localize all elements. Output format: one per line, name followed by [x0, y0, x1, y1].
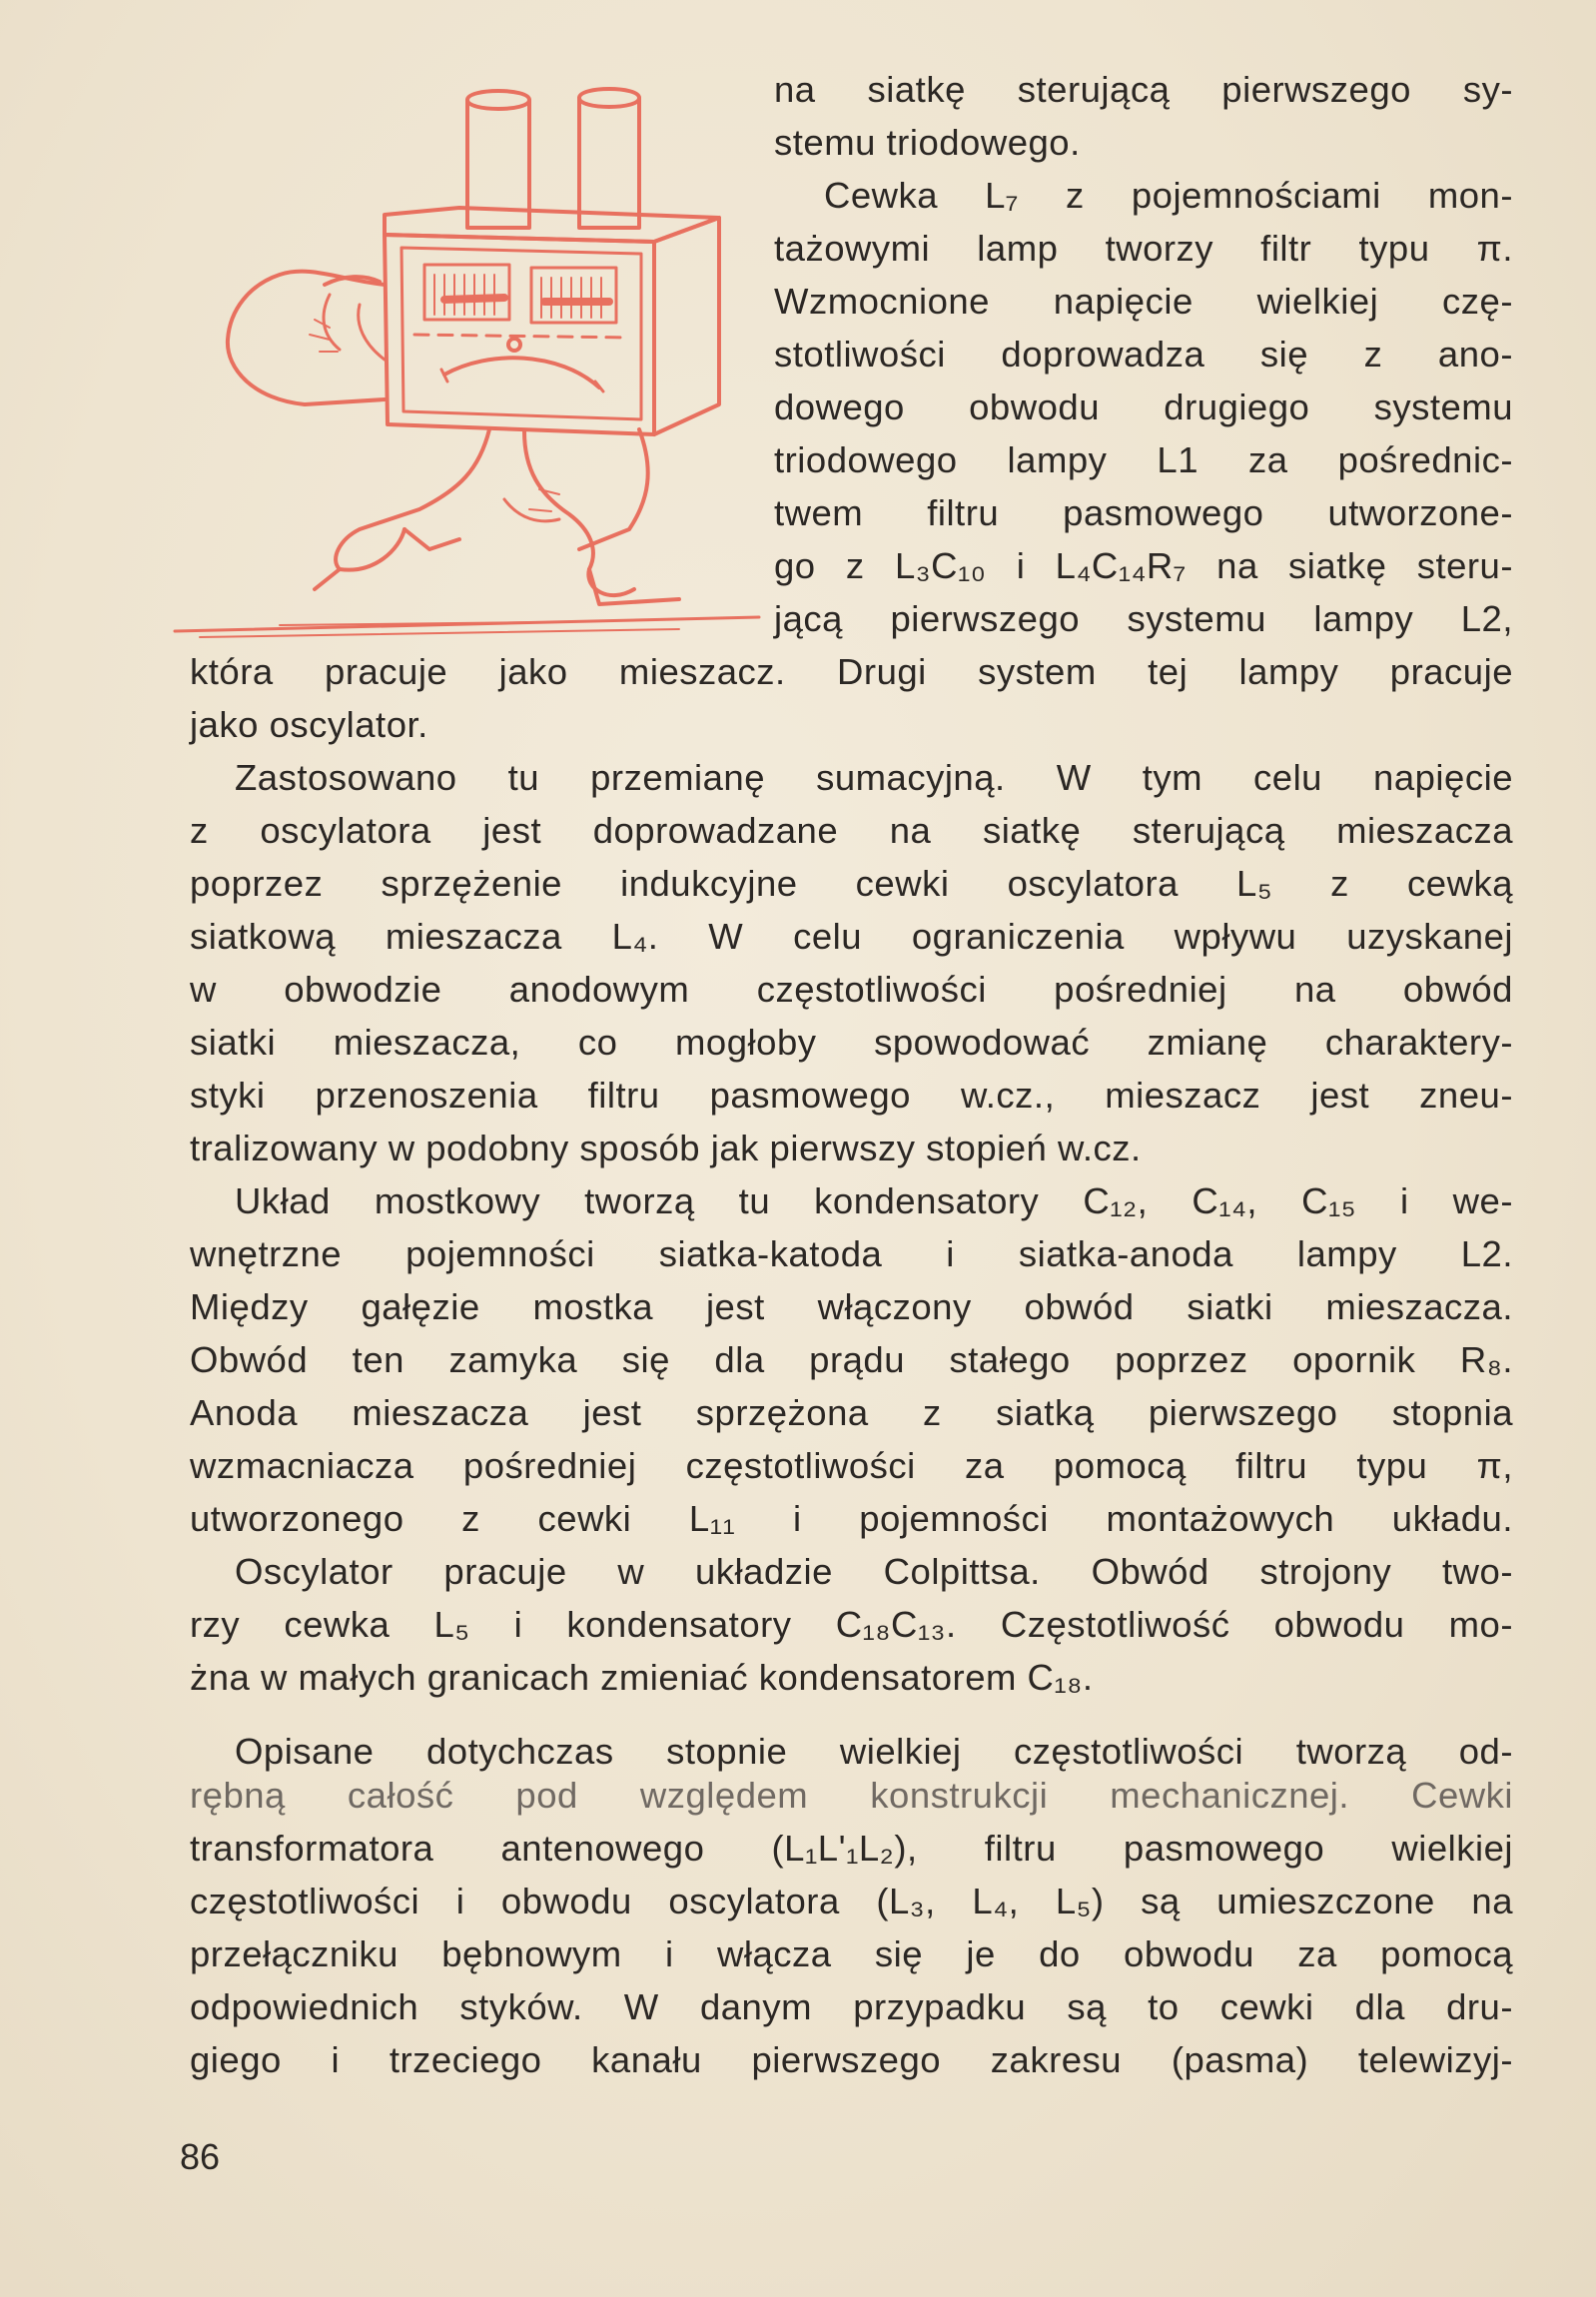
text-line-11: jącą pierwszego systemu lampy L2, — [774, 598, 1513, 639]
text-line-23: wnętrzne pojemności siatka-katoda i siatka-anoda lampy L2. — [190, 1233, 1513, 1274]
text-line-27: wzmacniacza pośredniej częstotliwości za pomocą filtru typu π, — [190, 1445, 1513, 1486]
text-line-15: z oscylatora jest doprowadzane na siatkę sterującą mieszacza — [190, 810, 1513, 851]
text-line-34: transformatora antenowego (L₁L'₁L₂), filtru pasmowego wielkiej — [190, 1828, 1513, 1869]
text-line-37: odpowiednich styków. W danym przypadku są to cewki dla dru- — [190, 1986, 1513, 2027]
text-line-9: twem filtru pasmowego utworzone- — [774, 492, 1513, 533]
text-line-32: Opisane dotychczas stopnie wielkiej częstotliwości tworzą od- — [235, 1731, 1513, 1772]
text-line-26: Anoda mieszacza jest sprzężona z siatką pierwszego stopnia — [190, 1392, 1513, 1433]
text-line-38: giego i trzeciego kanału pierwszego zakresu (pasma) telewizyj- — [190, 2039, 1513, 2080]
text-line-31: żna w małych granicach zmieniać kondensatorem C₁₈. — [190, 1657, 1094, 1698]
text-line-2: stemu triodowego. — [774, 122, 1081, 163]
text-line-30: rzy cewka L₅ i kondensatory C₁₈C₁₃. Częstotliwość obwodu mo- — [190, 1604, 1513, 1645]
text-line-25: Obwód ten zamyka się dla prądu stałego poprzez opornik R₈. — [190, 1339, 1513, 1380]
text-line-13: jako oscylator. — [190, 704, 428, 745]
text-line-7: dowego obwodu drugiego systemu — [774, 386, 1513, 427]
text-line-18: w obwodzie anodowym częstotliwości pośredniej na obwód — [190, 969, 1513, 1010]
text-line-12: która pracuje jako mieszacz. Drugi system tej lampy pracuje — [190, 651, 1513, 692]
text-line-22: Układ mostkowy tworzą tu kondensatory C₁₂, C₁₄, C₁₅ i we- — [235, 1180, 1513, 1221]
text-line-3: Cewka L₇ z pojemnościami mon- — [824, 175, 1513, 216]
text-line-1: na siatkę sterującą pierwszego sy- — [774, 69, 1513, 110]
text-line-10: go z L₃C₁₀ i L₄C₁₄R₇ na siatkę steru- — [774, 545, 1513, 586]
text-line-29: Oscylator pracuje w układzie Colpittsa. Obwód strojony two- — [235, 1551, 1513, 1592]
page-number: 86 — [180, 2136, 221, 2177]
text-line-4: tażowymi lamp tworzy filtr typu π. — [774, 228, 1513, 269]
text-line-14: Zastosowano tu przemianę sumacyjną. W tym celu napięcie — [235, 757, 1513, 798]
text-line-36: przełączniku bębnowym i włącza się je do obwodu za pomocą — [190, 1933, 1513, 1974]
text-line-28: utworzonego z cewki L₁₁ i pojemności montażowych układu. — [190, 1498, 1513, 1539]
text-line-20: styki przenoszenia filtru pasmowego w.cz., mieszacz jest zneu- — [190, 1075, 1513, 1116]
text-line-5: Wzmocnione napięcie wielkiej czę- — [774, 281, 1513, 322]
robot-tube-cartoon-icon — [160, 70, 779, 649]
text-line-19: siatki mieszacza, co mogłoby spowodować zmianę charaktery- — [190, 1022, 1513, 1063]
text-line-21: tralizowany w podobny sposób jak pierwszy stopień w.cz. — [190, 1128, 1142, 1168]
text-line-16: poprzez sprzężenie indukcyjne cewki oscylatora L₅ z cewką — [190, 863, 1513, 904]
text-line-24: Między gałęzie mostka jest włączony obwód siatki mieszacza. — [190, 1286, 1513, 1327]
text-line-35: częstotliwości i obwodu oscylatora (L₃, L₄, L₅) są umieszczone na — [190, 1881, 1513, 1921]
text-line-6: stotliwości doprowadza się z ano- — [774, 334, 1513, 375]
text-line-8: triodowego lampy L1 za pośrednic- — [774, 439, 1513, 480]
text-line-33: rębną całość pod względem konstrukcji mechanicznej. Cewki — [190, 1775, 1513, 1816]
text-line-17: siatkową mieszacza L₄. W celu ograniczenia wpływu uzyskanej — [190, 916, 1513, 957]
